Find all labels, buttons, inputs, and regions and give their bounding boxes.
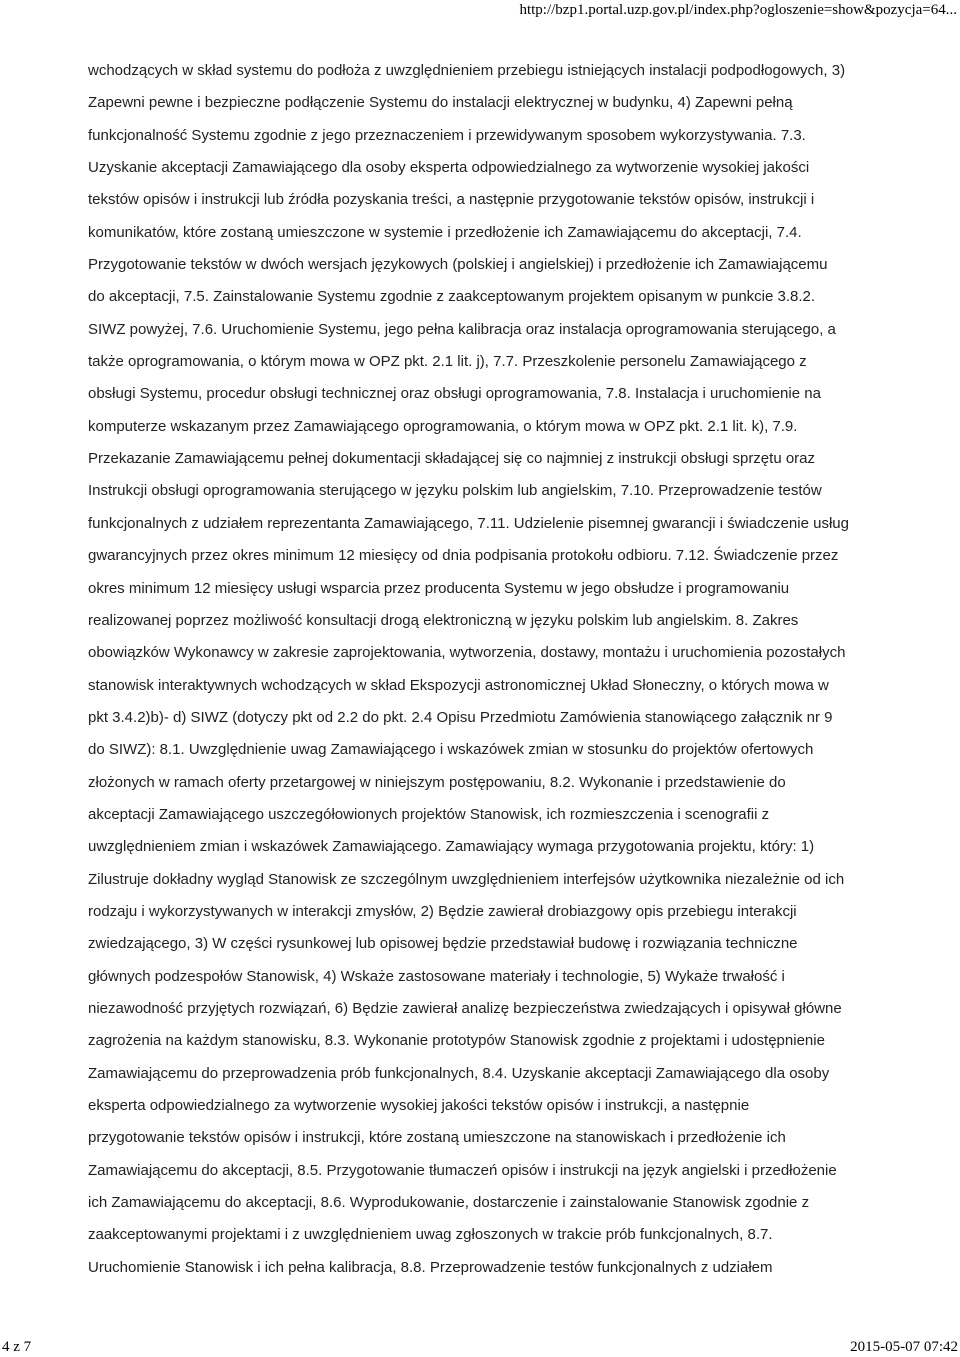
text-line: komputerze wskazanym przez Zamawiającego oprogramowania, o którym mowa w OPZ pkt. 2.1 lit. k), 7.9. [88,417,798,435]
text-line: pkt 3.4.2)b)- d) SIWZ (dotyczy pkt od 2.2 do pkt. 2.4 Opisu Przedmiotu Zamówienia stanowiącego załącznik nr 9 [88,708,833,726]
text-line: Przekazanie Zamawiającemu pełnej dokumentacji składającej się co najmniej z instrukcji obsługi sprzętu oraz [88,450,816,468]
document-body [88,55,888,1284]
text-line: akceptacji Zamawiającego uszczegółowionych projektów Stanowisk, ich rozmieszczenia i scenografii z [88,805,770,823]
text-line: Zilustruje dokładny wygląd Stanowisk ze szczególnym uwzględnieniem interfejsów użytkownika niezależnie od ich [88,870,845,888]
text-line: uwzględnieniem zmian i wskazówek Zamawiającego. Zamawiający wymaga przygotowania projektu, który: 1) [88,838,815,856]
text-line: Uzyskanie akceptacji Zamawiającego dla osoby eksperta odpowiedzialnego za wytworzenie wysokiej jakości [88,159,810,177]
text-line: okres minimum 12 miesięcy usługi wsparcia przez producenta Systemu w jego obsłudze i programowaniu [88,579,790,597]
text-line: komunikatów, które zostaną umieszczone w systemie i przedłożenie ich Zamawiającemu do akceptacji, 7.4. [88,223,802,241]
text-line: stanowisk interaktywnych wchodzących w skład Ekspozycji astronomicznej Układ Słoneczny, o których mowa w [88,676,829,694]
text-line: niezawodność przyjętych rozwiązań, 6) Będzie zawierał analizę bezpieczeństwa zwiedzających i opisywał główne [88,999,842,1017]
text-line: tekstów opisów i instrukcji lub źródła pozyskania treści, a następnie przygotowanie tekstów opisów, instrukcji i [88,191,815,209]
text-line: także oprogramowania, o którym mowa w OPZ pkt. 2.1 lit. j), 7.7. Przeszkolenie personelu Zamawiającego z [88,353,807,371]
print-timestamp: 2015-05-07 07:42 [850,1339,958,1355]
text-line: zwiedzającego, 3) W części rysunkowej lub opisowej będzie przedstawiał budowę i rozwiązania techniczne [88,935,798,953]
text-line: do akceptacji, 7.5. Zainstalowanie Systemu zgodnie z zaakceptowanym projektem opisanym w punkcie 3.8.2. [88,288,816,306]
text-line: obsługi Systemu, procedur obsługi technicznej oraz obsługi oprogramowania, 7.8. Instalacja i uruchomienie na [88,385,821,403]
page-indicator: 4 z 7 [2,1339,32,1355]
text-line: Zapewni pewne i bezpieczne podłączenie Systemu do instalacji elektrycznej w budynku, 4) Zapewni pełną [88,94,793,112]
text-line: złożonych w ramach oferty przetargowej w niniejszym postępowaniu, 8.2. Wykonanie i przedstawienie do [88,773,786,791]
text-line: realizowanej poprzez możliwość konsultacji drogą elektroniczną w języku polskim lub angielskim. 8. Zakres [88,611,799,629]
text-line: zaakceptowanymi projektami i z uwzględnieniem uwag zgłoszonych w trakcie prób funkcjonalnych, 8.7. [88,1226,773,1244]
text-line: zagrożenia na każdym stanowisku, 8.3. Wykonanie prototypów Stanowisk zgodnie z projektami i udostępnienie [88,1032,825,1050]
text-line: Zamawiającemu do akceptacji, 8.5. Przygotowanie tłumaczeń opisów i instrukcji na język angielski i przedłożenie [88,1161,837,1179]
text-line: gwarancyjnych przez okres minimum 12 miesięcy od dnia podpisania protokołu odbioru. 7.12. Świadczenie przez [88,547,839,565]
text-line: SIWZ powyżej, 7.6. Uruchomienie Systemu, jego pełna kalibracja oraz instalacja oprogramowania sterującego, a [88,320,836,338]
text-line: funkcjonalność Systemu zgodnie z jego przeznaczeniem i przewidywanym sposobem wykorzystywania. 7.3. [88,126,806,144]
text-line: obowiązków Wykonawcy w zakresie zaprojektowania, wytworzenia, dostawy, montażu i uruchomienia pozostałych [88,644,846,662]
text-line: do SIWZ): 8.1. Uwzględnienie uwag Zamawiającego i wskazówek zmian w stosunku do projektów ofertowych [88,741,814,759]
text-line: Przygotowanie tekstów w dwóch wersjach językowych (polskiej i angielskiej) i przedłożenie ich Zamawiającemu [88,256,828,274]
text-line: Uruchomienie Stanowisk i ich pełna kalibracja, 8.8. Przeprowadzenie testów funkcjonalnych z udziałem [88,1258,773,1276]
text-line: głównych podzespołów Stanowisk, 4) Wskaże zastosowane materiały i technologie, 5) Wykaże trwałość i [88,967,785,985]
text-line: przygotowanie tekstów opisów i instrukcji, które zostaną umieszczone na stanowiskach i przedłożenie ich [88,1129,786,1147]
text-line: ich Zamawiającemu do akceptacji, 8.6. Wyprodukowanie, dostarczenie i zainstalowanie Stanowisk zgodnie z [88,1194,810,1212]
text-line: wchodzących w skład systemu do podłoża z uwzględnieniem przebiegu istniejących instalacji podpodłogowych, 3) [88,62,846,79]
text-line: eksperta odpowiedzialnego za wytworzenie wysokiej jakości tekstów opisów i instrukcji, a następnie [88,1097,750,1114]
text-line: funkcjonalnych z udziałem reprezentanta Zamawiającego, 7.11. Udzielenie pisemnej gwarancji i świadczenie usług [88,514,849,532]
text-line: Zamawiającemu do przeprowadzenia prób funkcjonalnych, 8.4. Uzyskanie akceptacji Zamawiającego dla osoby [88,1064,830,1082]
text-line: rodzaju i wykorzystywanych w interakcji zmysłów, 2) Będzie zawierał drobiazgowy opis przebiegu interakcji [88,902,797,920]
text-line: Instrukcji obsługi oprogramowania sterującego w języku polskim lub angielskim, 7.10. Przeprowadzenie testów [88,482,822,500]
page-url: http://bzp1.portal.uzp.gov.pl/index.php?ogloszenie=show&pozycja=64... [519,2,957,18]
